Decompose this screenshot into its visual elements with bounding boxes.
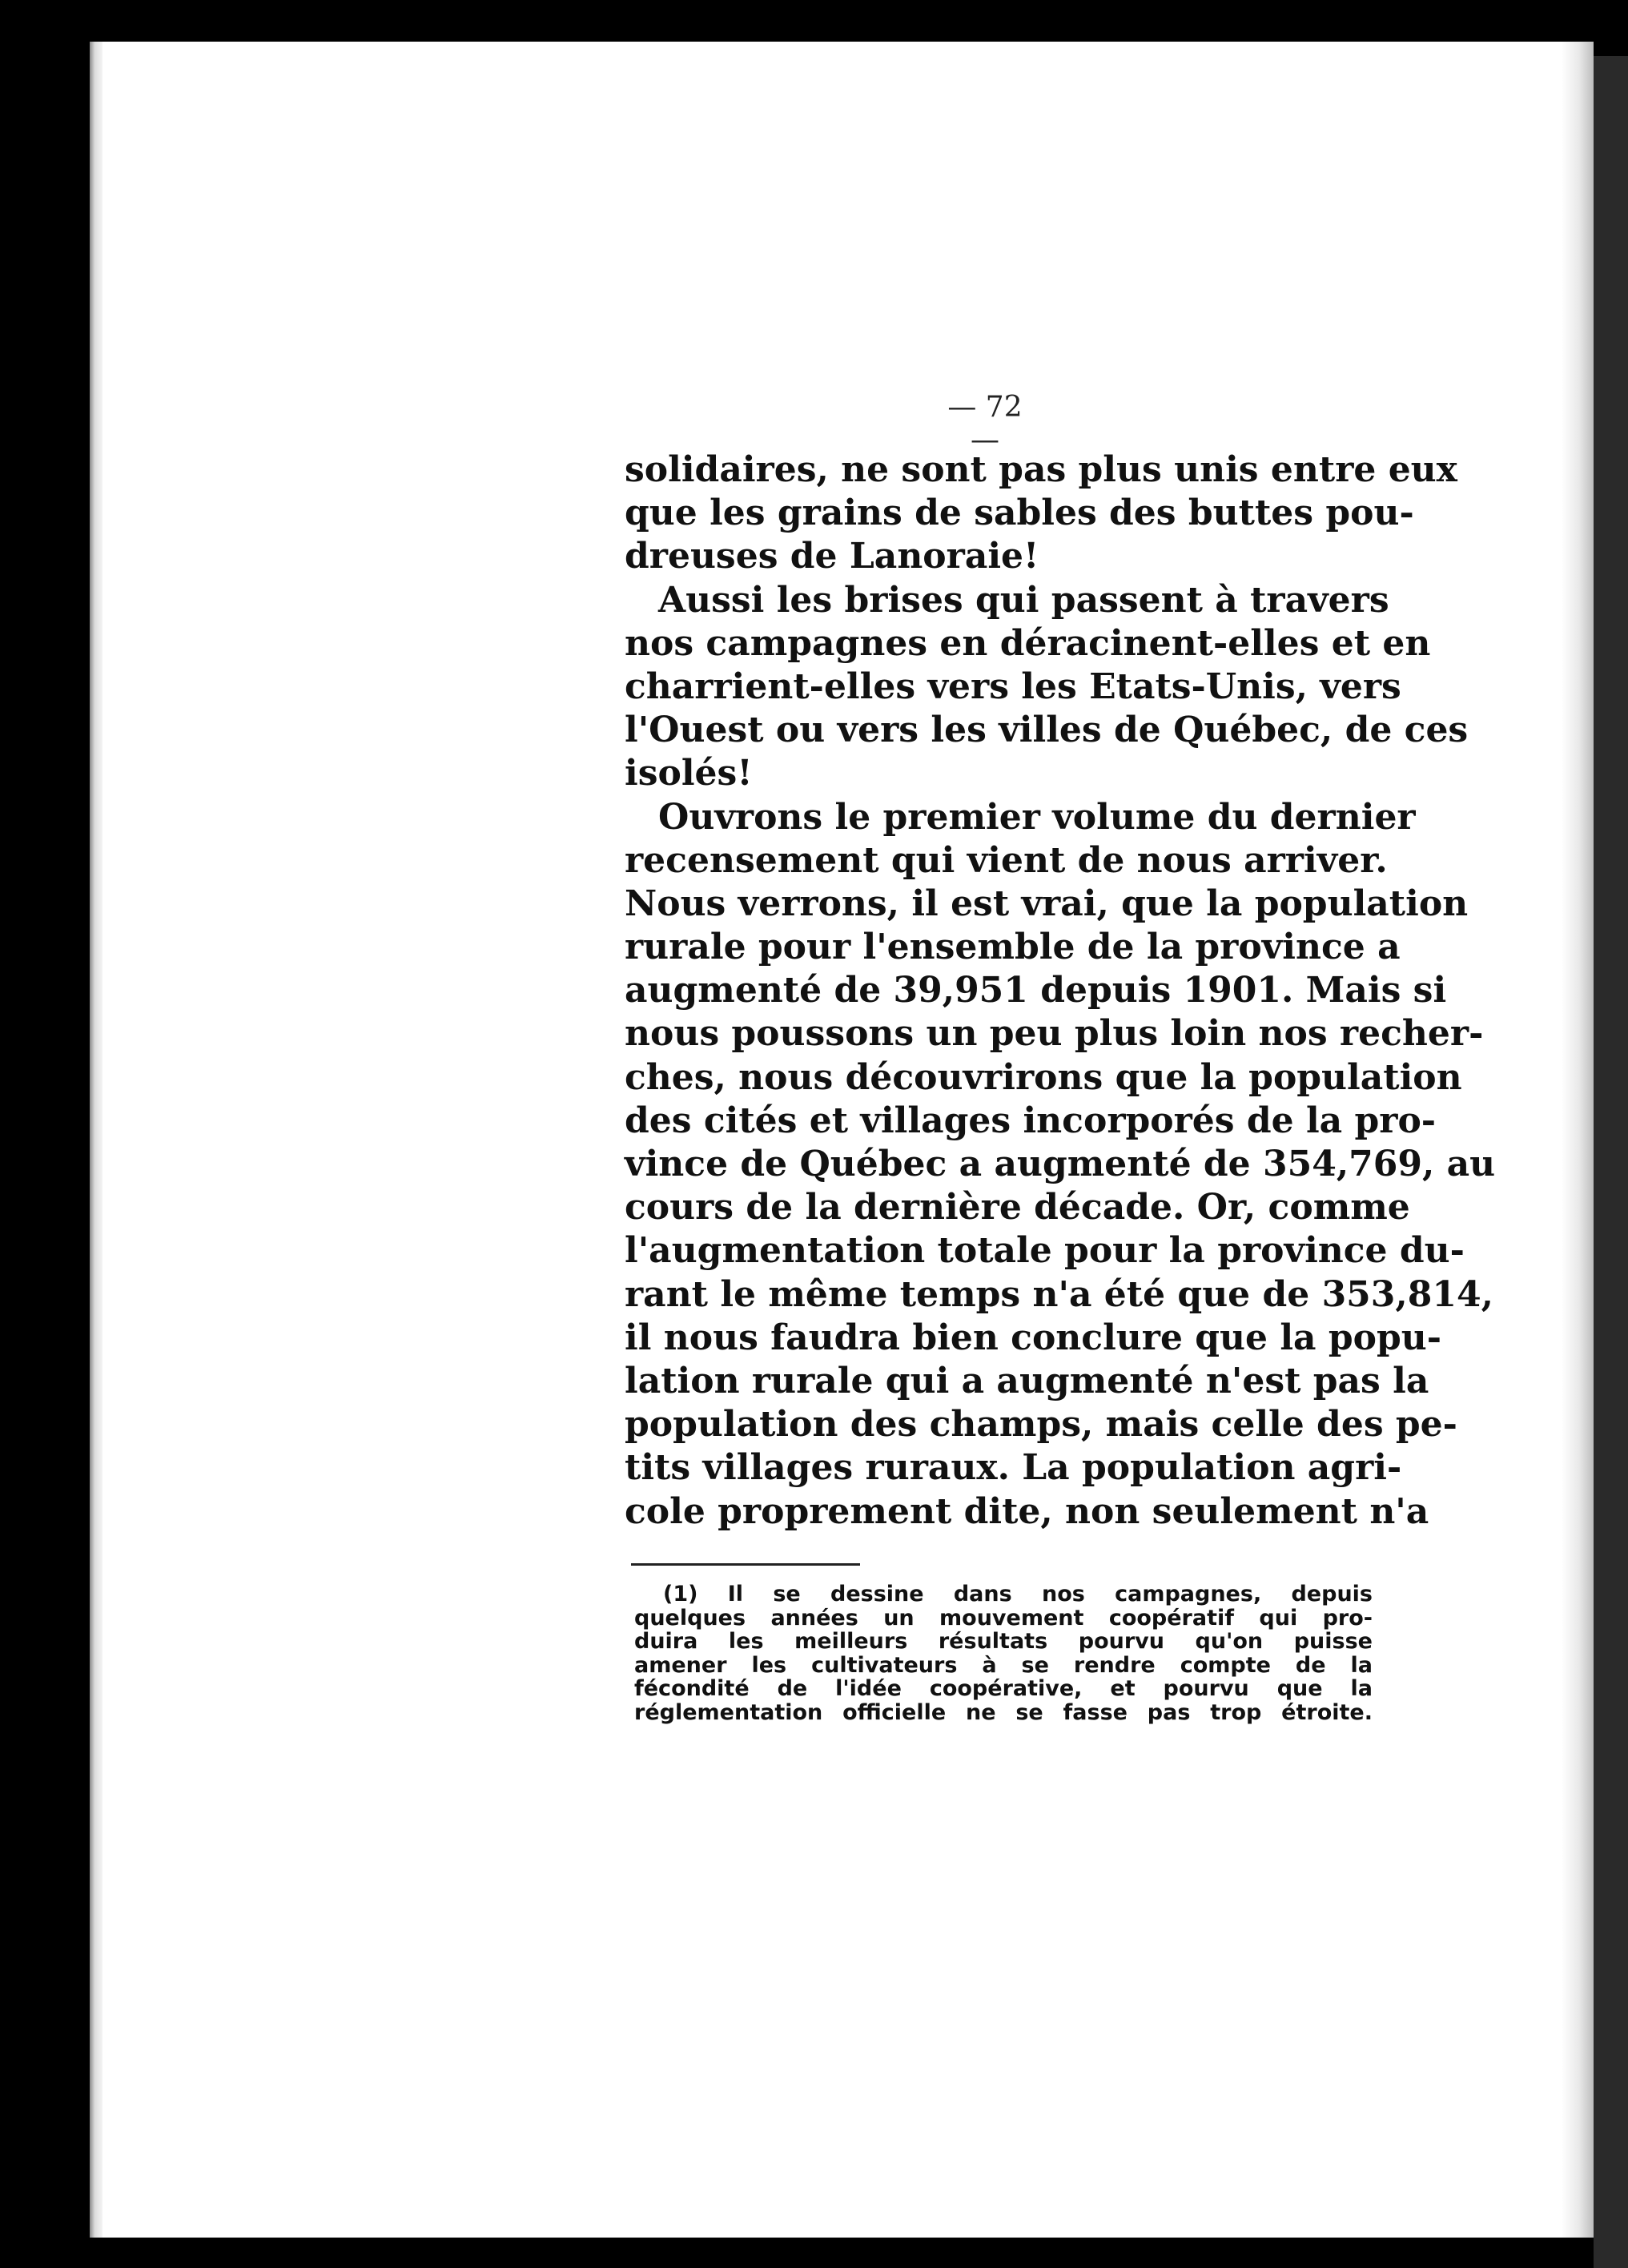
footnote-line: amener les cultivateurs à se rendre compte de la: [634, 1652, 1373, 1678]
footnote-line: duira les meilleurs résultats pourvu qu'on puisse: [634, 1629, 1373, 1654]
text-line: des cités et villages incorporés de la pro-: [625, 1100, 1437, 1141]
text-line: il nous faudra bien conclure que la popu-: [625, 1317, 1442, 1358]
text-line: Nous verrons, il est vrai, que la population: [625, 883, 1469, 924]
text-line: population des champs, mais celle des pe-: [625, 1404, 1457, 1446]
scan-border: [1594, 56, 1628, 2268]
page-gutter-shadow: [90, 42, 103, 2238]
text-line: l'Ouest ou vers les villes de Québec, de ces: [625, 710, 1469, 751]
text-line: cours de la dernière décade. Or, comme: [625, 1187, 1410, 1228]
text-line: lation rurale qui a augmenté n'est pas la: [625, 1360, 1429, 1401]
text-line: augmenté de 39,951 depuis 1901. Mais si: [625, 970, 1447, 1011]
text-line: l'augmentation totale pour la province du-: [625, 1230, 1465, 1272]
text-line: nous poussons un peu plus loin nos recher-: [625, 1013, 1484, 1055]
footnote-line: (1) Il se dessine dans nos campagnes, depuis: [663, 1582, 1373, 1606]
body-text: [625, 448, 1496, 1534]
text-line: nos campagnes en déracinent-elles et en: [625, 622, 1431, 664]
text-line: rant le même temps n'a été que de 353,814,: [625, 1273, 1493, 1315]
text-line: charrient-elles vers les Etats-Unis, vers: [625, 666, 1401, 707]
page-number: — 72 —: [947, 391, 1023, 456]
footnote: [634, 1582, 1373, 1724]
footnote-rule: [631, 1563, 860, 1566]
text-line: cole proprement dite, non seulement n'a: [625, 1490, 1429, 1532]
footnote-line: réglementation officielle ne se fasse pas trop étroite.: [634, 1699, 1373, 1725]
text-line: Aussi les brises qui passent à travers: [658, 579, 1389, 621]
text-line: tits villages ruraux. La population agri-: [625, 1447, 1402, 1489]
text-line: ches, nous découvrirons que la population: [625, 1056, 1462, 1098]
footnote-line: quelques années un mouvement coopératif qui pro-: [634, 1605, 1373, 1631]
text-line: isolés!: [625, 753, 753, 794]
text-line: solidaires, ne sont pas plus unis entre eux: [625, 449, 1457, 490]
page-edge-shadow: [1562, 42, 1594, 2238]
text-line: dreuses de Lanoraie!: [625, 536, 1039, 577]
text-line: vince de Québec a augmenté de 354,769, au: [625, 1144, 1496, 1184]
text-line: Ouvrons le premier volume du dernier: [658, 796, 1416, 838]
footnote-line: fécondité de l'idée coopérative, et pourvu que la: [634, 1676, 1373, 1701]
text-line: que les grains de sables des buttes pou-: [625, 493, 1414, 534]
text-line: recensement qui vient de nous arriver.: [625, 839, 1388, 881]
text-line: rurale pour l'ensemble de la province a: [625, 927, 1401, 968]
